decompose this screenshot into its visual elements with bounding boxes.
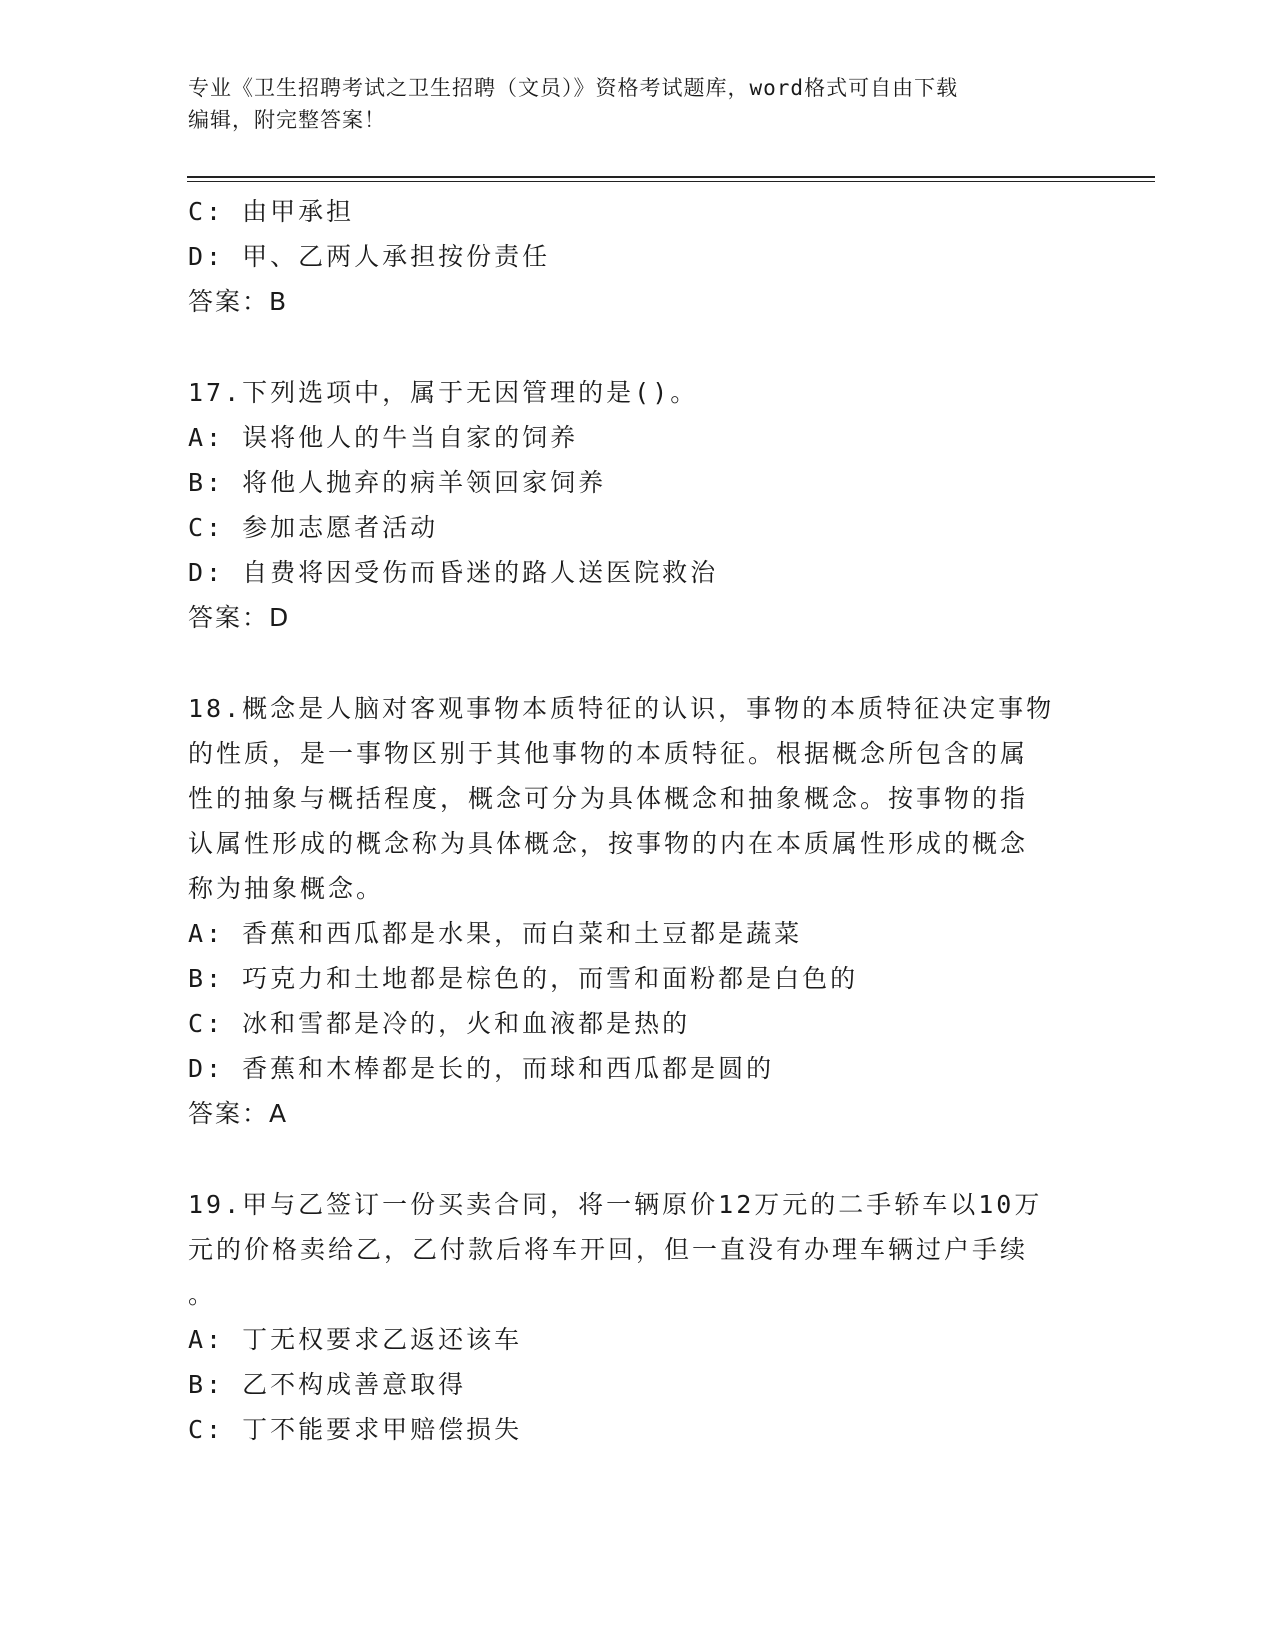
- q16-option-d: D: 甲、乙两人承担按份责任: [188, 242, 551, 271]
- q19-stem: [188, 1182, 1088, 1317]
- q17-answer: 答案：D: [188, 603, 291, 632]
- q19-stem-line: 19.甲与乙签订一份买卖合同，将一辆原价12万元的二手轿车以10万: [188, 1190, 1043, 1219]
- q18-option-b: B: 巧克力和土地都是棕色的，而雪和面粉都是白色的: [188, 964, 859, 993]
- header-line-1: 专业《卫生招聘考试之卫生招聘（文员）》资格考试题库，word格式可自由下载: [188, 76, 959, 100]
- q19-stem-line: 。: [188, 1280, 217, 1309]
- q17-option-b: B: 将他人抛弃的病羊领回家饲养: [188, 468, 607, 497]
- q17-option-d: D: 自费将因受伤而昏迷的路人送医院救治: [188, 558, 719, 587]
- q17-option-c: C: 参加志愿者活动: [188, 513, 439, 542]
- q19-stem-line: 元的价格卖给乙，乙付款后将车开回，但一直没有办理车辆过户手续: [188, 1235, 1029, 1264]
- q18-stem-line: 认属性形成的概念称为具体概念，按事物的内在本质属性形成的概念: [188, 829, 1029, 858]
- q18-stem-line: 性的抽象与概括程度，概念可分为具体概念和抽象概念。按事物的指: [188, 784, 1029, 813]
- q19-option-c: C: 丁不能要求甲赔偿损失: [188, 1415, 523, 1444]
- q18-option-d: D: 香蕉和木棒都是长的，而球和西瓜都是圆的: [188, 1054, 775, 1083]
- header-line-2: 编辑，附完整答案！: [188, 108, 386, 132]
- document-header: [188, 72, 1068, 136]
- q18-option-a: A: 香蕉和西瓜都是水果，而白菜和土豆都是蔬菜: [188, 919, 803, 948]
- question-content: [188, 189, 1078, 1452]
- header-divider-thin: [187, 181, 1155, 182]
- q18-answer: 答案：A: [188, 1099, 289, 1128]
- question-spacer: [188, 1136, 1078, 1182]
- q18-stem-line: 18.概念是人脑对客观事物本质特征的认识，事物的本质特征决定事物: [188, 694, 1055, 723]
- q16-option-c: C: 由甲承担: [188, 197, 355, 226]
- header-divider-thick: [187, 176, 1155, 178]
- q17-option-a: A: 误将他人的牛当自家的饲养: [188, 423, 579, 452]
- question-spacer: [188, 640, 1078, 686]
- q18-stem: [188, 686, 1088, 911]
- q18-option-c: C: 冰和雪都是冷的，火和血液都是热的: [188, 1009, 691, 1038]
- question-spacer: [188, 324, 1078, 370]
- q18-stem-line: 称为抽象概念。: [188, 874, 385, 903]
- q17-stem: 17.下列选项中，属于无因管理的是()。: [188, 378, 699, 407]
- q19-option-b: B: 乙不构成善意取得: [188, 1370, 467, 1399]
- q16-answer: 答案：B: [188, 287, 289, 316]
- q18-stem-line: 的性质，是一事物区别于其他事物的本质特征。根据概念所包含的属: [188, 739, 1029, 768]
- q19-option-a: A: 丁无权要求乙返还该车: [188, 1325, 523, 1354]
